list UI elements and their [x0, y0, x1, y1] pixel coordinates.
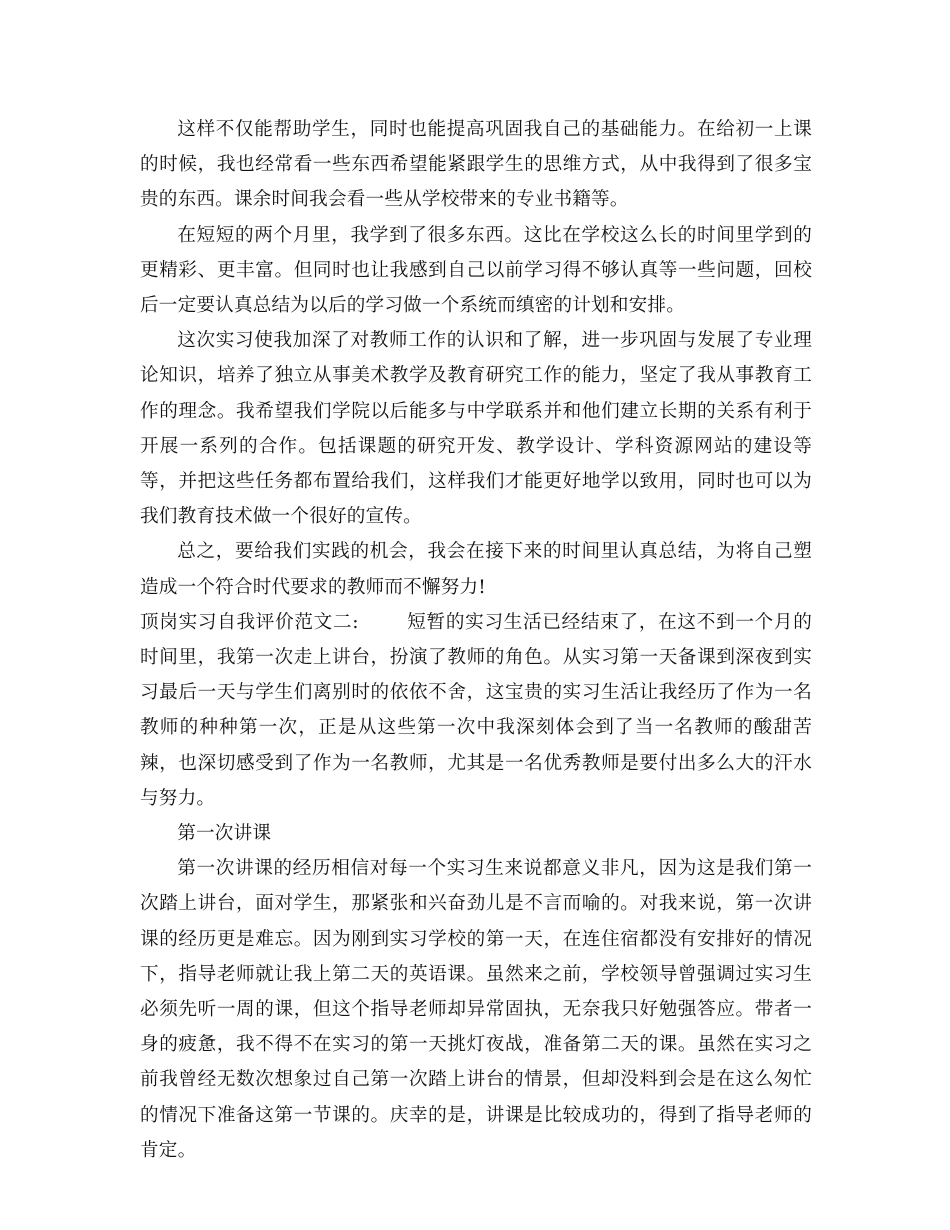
subheading: 第一次讲课 [177, 823, 272, 845]
paragraph: 这次实习使我加深了对教师工作的认识和了解，进一步巩固与发展了专业理论知识，培养了独立从事美术教学及教育研究工作的能力，坚定了我从事教育工作的理念。我希望我们学院以后能多与中学联系并和他们建立长期的关系有利于开展一系列的合作。包括课题的研究开发、教学设计、学科资源网站的建设等等，并把这些任务都布置给我们，这样我们才能更好地学以致用，同时也可以为我们教育技术做一个很好的宣传。 [140, 330, 812, 528]
document-body [140, 112, 812, 1168]
section-title: 顶岗实习自我评价范文二: [140, 611, 359, 633]
paragraph: 总之，要给我们实践的机会，我会在接下来的时间里认真总结，为将自己塑造成一个符合时代要求的教师而不懈努力! [140, 541, 812, 598]
paragraph: 在短短的两个月里，我学到了很多东西。这比在学校这么长的时间里学到的更精彩、更丰富。但同时也让我感到自己以前学习得不够认真等一些问题，回校后一定要认真总结为以后的学习做一个系统而缜密的计划和安排。 [140, 224, 812, 317]
paragraph: 这样不仅能帮助学生，同时也能提高巩固我自己的基础能力。在给初一上课的时候，我也经常看一些东西希望能紧跟学生的思维方式，从中我得到了很多宝贵的东西。课余时间我会看一些从学校带来的专业书籍等。 [140, 119, 812, 211]
paragraph: 第一次讲课的经历相信对每一个实习生来说都意义非凡，因为这是我们第一次踏上讲台，面对学生，那紧张和兴奋劲儿是不言而喻的。对我来说，第一次讲课的经历更是难忘。因为刚到实习学校的第一天，在连住宿都没有安排好的情况下，指导老师就让我上第二天的英语课。虽然来之前，学校领导曾强调过实习生必须先听一周的课，但这个指导老师却异常固执，无奈我只好勉强答应。带者一身的疲惫，我不得不在实习的第一天挑灯夜战，准备第二天的课。虽然在实习之前我曾经无数次想象过自己第一次踏上讲台的情景，但却没料到会是在这么匆忙的情况下准备这第一节课的。庆幸的是，讲课是比较成功的，得到了指导老师的肯定。 [140, 858, 812, 1161]
section-paragraph [140, 605, 812, 816]
section-body: 短暂的实习生活已经结束了，在这不到一个月的时间里，我第一次走上讲台，扮演了教师的角色。从实习第一天备课到深夜到实习最后一天与学生们离别时的依依不舍，这宝贵的实习生活让我经历了作为一名教师的种种第一次，正是从这些第一次中我深刻体会到了当一名教师的酸甜苦辣，也深切感受到了作为一名教师，尤其是一名优秀教师是要付出多么大的汗水与努力。 [140, 611, 813, 809]
